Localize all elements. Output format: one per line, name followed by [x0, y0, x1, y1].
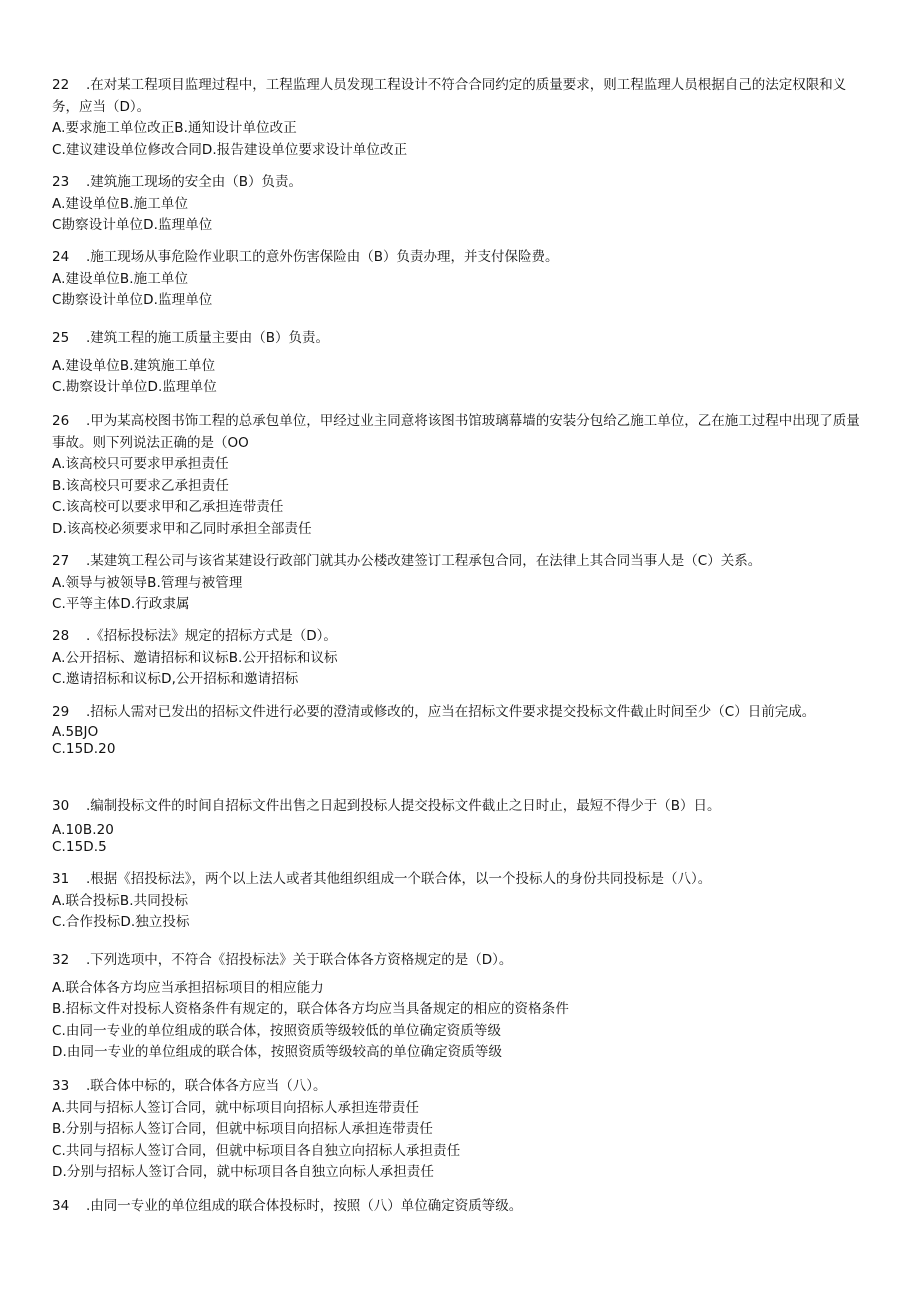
- question-text: .编制投标文件的时间自招标文件出售之日起到投标人提交投标文件截止之日时止，最短不得少于（B）日。: [86, 798, 721, 814]
- question-stem: [52, 950, 870, 972]
- question-number: 33: [52, 1078, 70, 1094]
- question-stem: [52, 411, 870, 454]
- option-line: A.建设单位B.建筑施工单位: [52, 357, 216, 374]
- question-text: .联合体中标的，联合体各方应当（八）。: [86, 1078, 327, 1094]
- option-line: C.平等主体D.行政隶属: [52, 596, 190, 612]
- question-stem: [52, 1076, 870, 1098]
- question-stem: [52, 172, 870, 194]
- question-number: 24: [52, 249, 70, 265]
- question-34: [52, 1196, 870, 1218]
- question-number: 25: [52, 330, 70, 346]
- option-line: A.10B.20: [52, 821, 114, 838]
- question-28: [52, 626, 870, 691]
- question-text: .施工现场从事危险作业职工的意外伤害保险由（B）负责办理，并支付保险费。: [86, 249, 559, 265]
- question-number: 29: [52, 704, 70, 720]
- option-line: D.分别与招标人签订合同，就中标项目各自独立向标人承担责任: [52, 1164, 435, 1180]
- question-number: 34: [52, 1198, 70, 1214]
- question-stem: [52, 247, 870, 269]
- question-stem: [52, 796, 870, 818]
- option-line: A.建设单位B.施工单位: [52, 195, 189, 212]
- question-number: 31: [52, 871, 70, 887]
- question-27: [52, 551, 870, 616]
- option-line: C勘察设计单位D.监理单位: [52, 292, 213, 308]
- question-26: [52, 411, 870, 540]
- question-24: [52, 247, 870, 312]
- question-text: .招标人需对已发出的招标文件进行必要的澄清或修改的，应当在招标文件要求提交投标文件截止时间至少（C）日前完成。: [86, 704, 816, 720]
- question-number: 28: [52, 628, 70, 644]
- question-text: .甲为某高校图书饰工程的总承包单位，甲经过业主同意将该图书馆玻璃幕墙的安装分包给乙施工单位，乙在施工过程中出现了质量事故。则下列说法正确的是（OO: [52, 413, 860, 451]
- option-line: C勘察设计单位D.监理单位: [52, 217, 213, 233]
- option-line: D.该高校必须要求甲和乙同时承担全部责任: [52, 520, 312, 537]
- question-number: 32: [52, 952, 70, 968]
- option-line: A.联合投标B.共同投标: [52, 892, 189, 909]
- option-line: C.由同一专业的单位组成的联合体，按照资质等级较低的单位确定资质等级: [52, 1022, 502, 1039]
- question-number: 22: [52, 77, 70, 93]
- question-stem: [52, 869, 870, 891]
- question-23: [52, 172, 870, 237]
- question-25: [52, 328, 870, 399]
- question-31: [52, 869, 870, 934]
- option-line: B.该高校只可要求乙承担责任: [52, 477, 229, 494]
- question-stem: [52, 626, 870, 648]
- option-line: C.15D.5: [52, 838, 107, 855]
- option-line: A.领导与被领导B.管理与被管理: [52, 574, 243, 591]
- question-text: .下列选项中，不符合《招投标法》关于联合体各方资格规定的是（D）。: [86, 952, 513, 968]
- option-line: A.联合体各方均应当承担招标项目的相应能力: [52, 979, 324, 996]
- question-30: [52, 796, 870, 856]
- option-line: A.5BJO: [52, 723, 99, 740]
- question-number: 23: [52, 174, 70, 190]
- question-number: 26: [52, 413, 70, 429]
- option-line: A.公开招标、邀请招标和议标B.公开招标和议标: [52, 649, 338, 666]
- option-line: C.该高校可以要求甲和乙承担连带责任: [52, 499, 284, 515]
- option-line: C.合作投标D.独立投标: [52, 914, 190, 930]
- question-stem: [52, 702, 870, 724]
- option-line: B.招标文件对投标人资格条件有规定的，联合体各方均应当具备规定的相应的资格条件: [52, 1001, 569, 1017]
- question-text: .建筑工程的施工质量主要由（B）负责。: [86, 330, 330, 346]
- option-line: C.共同与招标人签订合同，但就中标项目各自独立向招标人承担责任: [52, 1142, 461, 1159]
- question-text: .在对某工程项目监理过程中，工程监理人员发现工程设计不符合合同约定的质量要求，则工程监理人员根据自己的法定权限和义务，应当（D）。: [52, 77, 847, 115]
- question-stem: [52, 551, 870, 573]
- option-line: C.邀请招标和议标D,公开招标和邀请招标: [52, 671, 299, 687]
- question-29: [52, 702, 870, 758]
- question-stem: [52, 328, 870, 350]
- option-line: A.要求施工单位改正B.通知设计单位改正: [52, 120, 297, 136]
- option-line: C.15D.20: [52, 740, 116, 757]
- question-stem: [52, 75, 870, 118]
- question-33: [52, 1076, 870, 1184]
- question-32: [52, 950, 870, 1064]
- question-number: 30: [52, 798, 70, 814]
- question-text: .由同一专业的单位组成的联合体投标时，按照（八）单位确定资质等级。: [86, 1198, 523, 1214]
- option-line: A.该高校只可要求甲承担责任: [52, 456, 229, 472]
- question-number: 27: [52, 553, 70, 569]
- option-line: C.勘察设计单位D.监理单位: [52, 379, 217, 395]
- question-text: .建筑施工现场的安全由（B）负责。: [86, 174, 303, 190]
- question-text: .《招标投标法》规定的招标方式是（D）。: [86, 628, 337, 644]
- question-22: [52, 75, 870, 161]
- option-line: A.共同与招标人签订合同，就中标项目向招标人承担连带责任: [52, 1099, 420, 1116]
- question-stem: [52, 1196, 870, 1218]
- option-line: B.分别与招标人签订合同，但就中标项目向招标人承担连带责任: [52, 1121, 433, 1137]
- option-line: C.建议建设单位修改合同D.报告建设单位要求设计单位改正: [52, 141, 408, 158]
- option-line: A.建设单位B.施工单位: [52, 270, 189, 287]
- option-line: D.由同一专业的单位组成的联合体，按照资质等级较高的单位确定资质等级: [52, 1044, 503, 1060]
- question-text: .某建筑工程公司与该省某建设行政部门就其办公楼改建签订工程承包合同，在法律上其合同当事人是（C）关系。: [86, 553, 762, 569]
- question-text: .根据《招投标法》，两个以上法人或者其他组织组成一个联合体，以一个投标人的身份共同投标是（八）。: [86, 871, 712, 887]
